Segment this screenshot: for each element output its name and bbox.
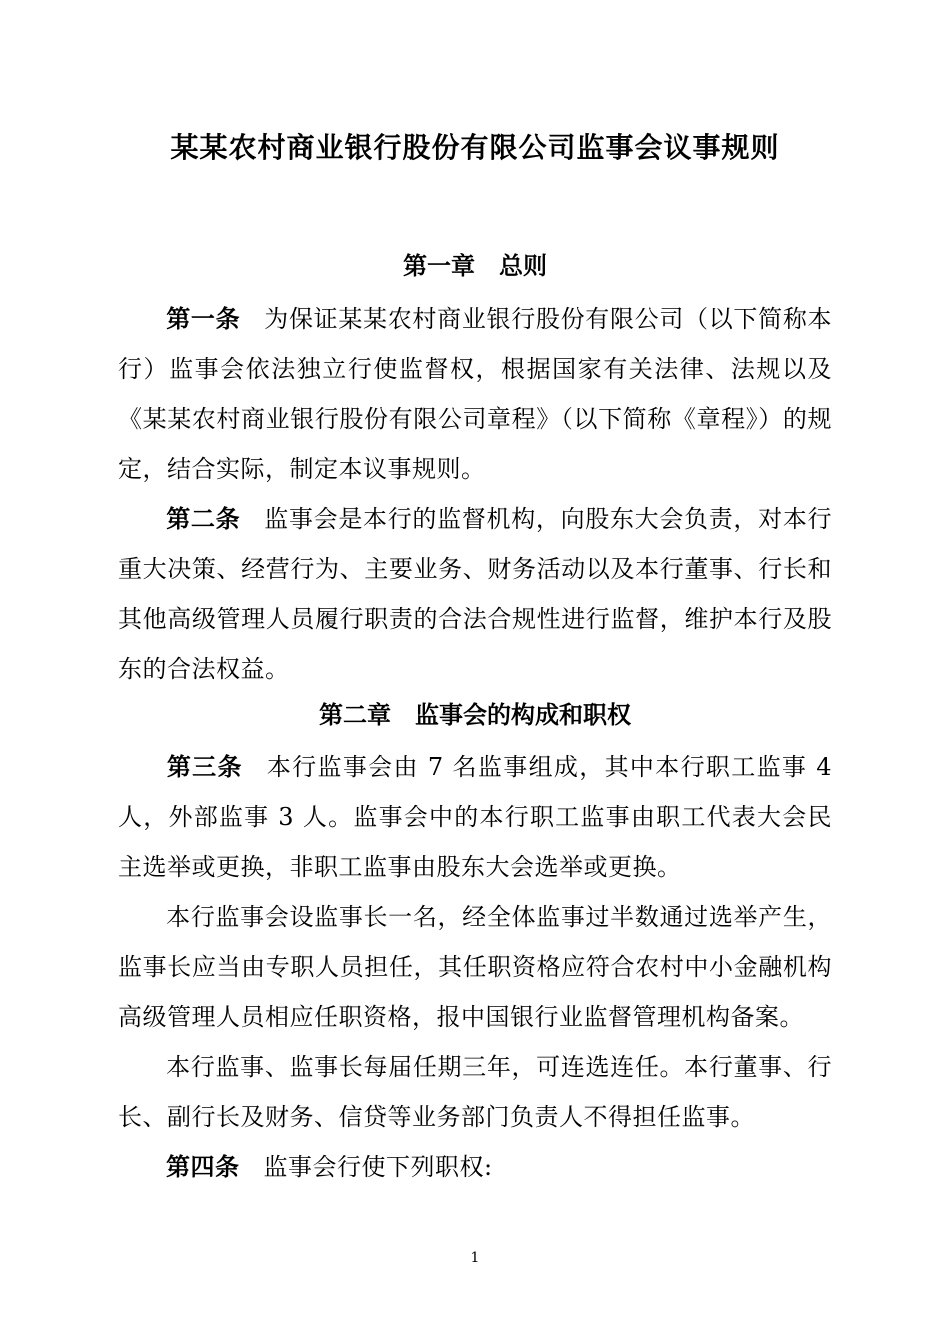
article-1 (118, 294, 832, 494)
article-text: 监事会是本行的监督机构，向股东大会负责，对本行重大决策、经营行为、主要业务、财务活动以及本行董事、行长和其他高级管理人员履行职责的合法合规性进行监督，维护本行及股东的合法权益。 (118, 505, 833, 683)
article-3 (118, 742, 832, 892)
chapter-heading-2: 第二章 监事会的构成和职权 (319, 700, 631, 729)
article-4 (118, 1142, 832, 1192)
paragraph-text: 本行监事会设监事长一名，经全体监事过半数通过选举产生，监事长应当由专职人员担任，其任职资格应符合农村中小金融机构高级管理人员相应任职资格，报中国银行业监督管理机构备案。 (118, 903, 832, 1031)
chapter-heading-1: 第一章 总则 (403, 251, 547, 280)
article-label: 第一条 (166, 304, 241, 333)
paragraph-text: 本行监事、监事长每届任期三年，可连选连任。本行董事、行长、副行长及财务、信贷等业务部门负责人不得担任监事。 (118, 1053, 832, 1131)
paragraph-3-2 (118, 892, 832, 1042)
article-label: 第四条 (166, 1152, 240, 1181)
paragraph-3-3 (118, 1042, 832, 1142)
document-title: 某某农村商业银行股份有限公司监事会议事规则 (170, 131, 780, 164)
article-label: 第二条 (166, 504, 241, 533)
article-label: 第三条 (166, 752, 243, 781)
article-text: 本行监事会由 7 名监事组成，其中本行职工监事 4 人，外部监事 3 人。监事会中的本行职工监事由职工代表大会民主选举或更换，非职工监事由股东大会选举或更换。 (118, 753, 832, 881)
article-text: 为保证某某农村商业银行股份有限公司（以下简称本行）监事会依法独立行使监督权，根据国家有关法律、法规以及《某某农村商业银行股份有限公司章程》（以下简称《章程》）的规定，结合实际，制定本议事规则。 (118, 305, 833, 483)
article-text: 监事会行使下列职权: (263, 1153, 493, 1181)
page-number: 1 (470, 1250, 480, 1266)
article-2 (118, 494, 832, 694)
